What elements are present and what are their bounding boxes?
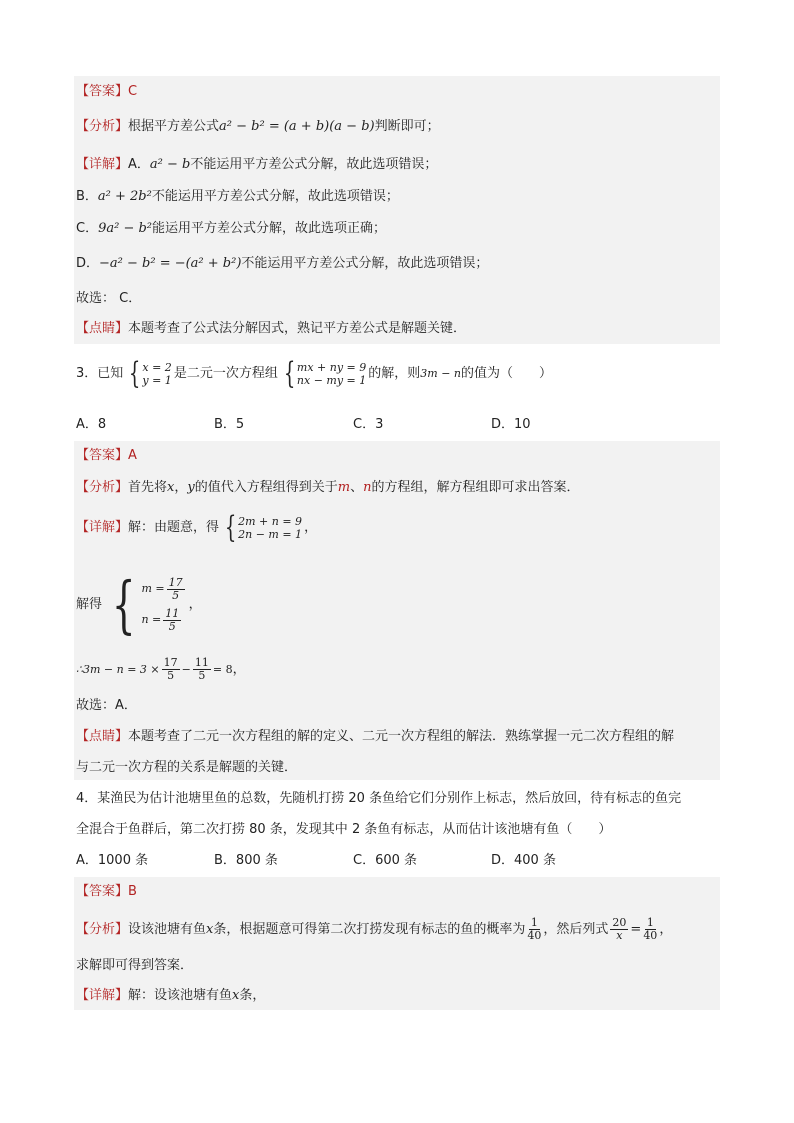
var-m: m xyxy=(337,480,351,495)
system-line: x = 2 xyxy=(142,360,172,374)
q4-stem-1 xyxy=(76,790,718,808)
frac-den: 5 xyxy=(198,669,206,682)
frac-den: 40 xyxy=(643,929,658,942)
solve-text: ， xyxy=(188,597,202,612)
system-line: 2m + n = 9 xyxy=(238,514,303,528)
system-line: mx + ny = 9 xyxy=(296,360,367,374)
q2-detail-b xyxy=(76,188,718,206)
system-line: nx − my = 1 xyxy=(296,373,367,387)
q3-detail xyxy=(76,510,718,546)
calc-text: − xyxy=(181,663,191,676)
frac-den: 5 xyxy=(172,588,180,602)
brace-icon: { xyxy=(129,355,141,391)
comment-text: 与二元一次方程的关系是解题的关键． xyxy=(76,760,298,775)
var-x: x xyxy=(167,480,175,495)
calc-text: ， xyxy=(232,662,246,677)
analysis-text: 的值代入方程组得到关于 xyxy=(194,480,338,495)
given-solution-system xyxy=(125,355,172,391)
analysis-tag: 【分析】 xyxy=(76,119,129,134)
q2-comment xyxy=(76,320,718,338)
system-line: y = 1 xyxy=(142,373,172,387)
brace-icon: { xyxy=(224,509,237,545)
var-x: x xyxy=(232,988,240,1003)
formula: a² − b² = (a + b)(a − b) xyxy=(219,119,375,134)
q3-answer xyxy=(76,447,718,465)
stem-text: 是二元一次方程组 xyxy=(173,366,278,381)
detail-text: 不能运用平方差公式分解，故此选项错误； xyxy=(190,157,438,172)
option-c: C．3 xyxy=(353,417,384,432)
solution-system xyxy=(104,567,187,641)
choose-text: 故选：A． xyxy=(76,698,137,713)
option-prefix: A． xyxy=(128,157,150,172)
frac-num: 17 xyxy=(168,575,183,589)
answer-value: C xyxy=(128,84,138,99)
q2-detail-d xyxy=(76,255,718,273)
detail-text: 解：设该池塘有鱼 xyxy=(128,988,233,1003)
detail-text: 能运用平方差公式分解，故此选项正确； xyxy=(152,221,387,236)
analysis-text: 设该池塘有鱼 xyxy=(128,922,207,937)
q2-answer xyxy=(76,83,718,101)
q2-detail-c xyxy=(76,220,718,238)
option-c: C．600 条 xyxy=(353,853,418,868)
answer-value: B xyxy=(128,884,137,899)
frac-num: 11 xyxy=(165,606,180,620)
analysis-text: 条，根据题意可得第二次打捞发现有标志的鱼的概率为 xyxy=(213,922,526,937)
q3-analysis xyxy=(76,479,718,497)
option-a: A．1000 条 xyxy=(76,853,149,868)
q4-analysis-1 xyxy=(76,913,718,947)
brace-icon: { xyxy=(283,355,296,391)
detail-text: 不能运用平方差公式分解，故此选项错误； xyxy=(241,256,489,271)
frac-num: 20 xyxy=(612,916,627,929)
frac-den: 40 xyxy=(527,929,542,942)
brace-icon: { xyxy=(111,567,136,641)
analysis-tag: 【分析】 xyxy=(76,480,129,495)
stem-text: 的值为（ ） xyxy=(461,366,553,381)
solve-label: 解得 xyxy=(76,597,103,612)
detail-text: 不能运用平方差公式分解，故此选项错误； xyxy=(151,189,399,204)
answer-tag: 【答案】 xyxy=(76,84,129,99)
lhs: m = xyxy=(141,582,165,595)
analysis-text: ，然后列式 xyxy=(543,922,609,937)
analysis-text: 求解即可得到答案． xyxy=(76,958,194,973)
solution-m xyxy=(141,577,186,602)
detail-text: 解：由题意，得 xyxy=(128,520,220,535)
option-a: A．8 xyxy=(76,417,107,432)
lhs: n = xyxy=(141,613,162,626)
analysis-tag: 【分析】 xyxy=(76,922,129,937)
analysis-text: 首先将 xyxy=(128,480,168,495)
q3-comment-2 xyxy=(76,759,718,777)
comment-text: 本题考查了公式法分解因式，熟记平方差公式是解题关键． xyxy=(128,321,467,336)
calc-text: = 8 xyxy=(212,663,233,676)
q3-calc xyxy=(76,655,718,685)
choose-text: 故选： C． xyxy=(76,291,142,306)
answer-value: A xyxy=(128,448,137,463)
q2-detail-a xyxy=(76,156,718,174)
analysis-text: 的方程组，解方程组即可求出答案． xyxy=(371,480,580,495)
var-x: x xyxy=(206,922,214,937)
q2-choose xyxy=(76,290,718,308)
option-b: B．5 xyxy=(214,417,245,432)
q3-solve xyxy=(76,567,718,641)
stem-text: 全混合于鱼群后，第二次打捞 80 条，发现其中 2 条鱼有标志，从而估计该池塘有鱼（ ） xyxy=(76,822,612,837)
q3-stem xyxy=(76,354,718,394)
analysis-text: ， xyxy=(659,922,673,937)
formula: a² − b xyxy=(149,157,191,172)
system-line: 2n − m = 1 xyxy=(238,527,303,541)
answer-tag: 【答案】 xyxy=(76,884,129,899)
option-d: D．400 条 xyxy=(491,853,556,868)
q4-detail xyxy=(76,987,718,1005)
analysis-text: 判断即可； xyxy=(374,119,440,134)
analysis-text: 、 xyxy=(350,480,364,495)
frac-num: 17 xyxy=(163,656,178,669)
answer-tag: 【答案】 xyxy=(76,448,129,463)
stem-text: 的解，则 xyxy=(368,366,421,381)
formula: a² + 2b² xyxy=(97,189,152,204)
comment-tag: 【点睛】 xyxy=(76,729,129,744)
q4-stem-2 xyxy=(76,821,718,839)
solution-n xyxy=(141,608,186,633)
equals: = xyxy=(630,922,642,937)
option-prefix: D． xyxy=(76,256,100,271)
formula: 3m − n xyxy=(420,367,462,380)
calc-text: ∴3m − n = 3 × xyxy=(76,663,160,676)
detail-tag: 【详解】 xyxy=(76,520,129,535)
formula: −a² − b² = −(a² + b²) xyxy=(99,256,242,271)
frac-num: 1 xyxy=(646,916,654,929)
frac-num: 1 xyxy=(530,916,538,929)
frac-den: 5 xyxy=(168,619,176,633)
equation-system xyxy=(280,355,367,391)
frac-num: 11 xyxy=(194,656,209,669)
detail-text: ， xyxy=(304,520,318,535)
q3-choose xyxy=(76,697,718,715)
frac-den: x xyxy=(616,929,623,942)
stem-text: 4．某渔民为估计池塘里鱼的总数，先随机打捞 20 条鱼给它们分别作上标志，然后放回，待有标志的鱼完 xyxy=(76,791,682,806)
option-prefix: C． xyxy=(76,221,99,236)
detail-text: 条， xyxy=(239,988,266,1003)
option-prefix: B． xyxy=(76,189,98,204)
comment-tag: 【点睛】 xyxy=(76,321,129,336)
formula: 9a² − b² xyxy=(98,221,153,236)
analysis-text: 根据平方差公式 xyxy=(128,119,220,134)
q2-analysis xyxy=(76,118,718,136)
q4-answer xyxy=(76,883,718,901)
option-b: B．800 条 xyxy=(214,853,278,868)
var-y: y xyxy=(187,480,195,495)
q4-analysis-2 xyxy=(76,957,718,975)
option-d: D．10 xyxy=(491,417,531,432)
analysis-text: ， xyxy=(174,480,188,495)
var-n: n xyxy=(363,480,372,495)
q3-comment-1 xyxy=(76,728,718,746)
detail-tag: 【详解】 xyxy=(76,157,129,172)
detail-tag: 【详解】 xyxy=(76,988,129,1003)
stem-text: 3．已知 xyxy=(76,366,124,381)
derived-system xyxy=(221,509,303,545)
frac-den: 5 xyxy=(167,669,175,682)
comment-text: 本题考查了二元一次方程组的解的定义、二元一次方程组的解法．熟练掌握一元二次方程组的解 xyxy=(128,729,675,744)
